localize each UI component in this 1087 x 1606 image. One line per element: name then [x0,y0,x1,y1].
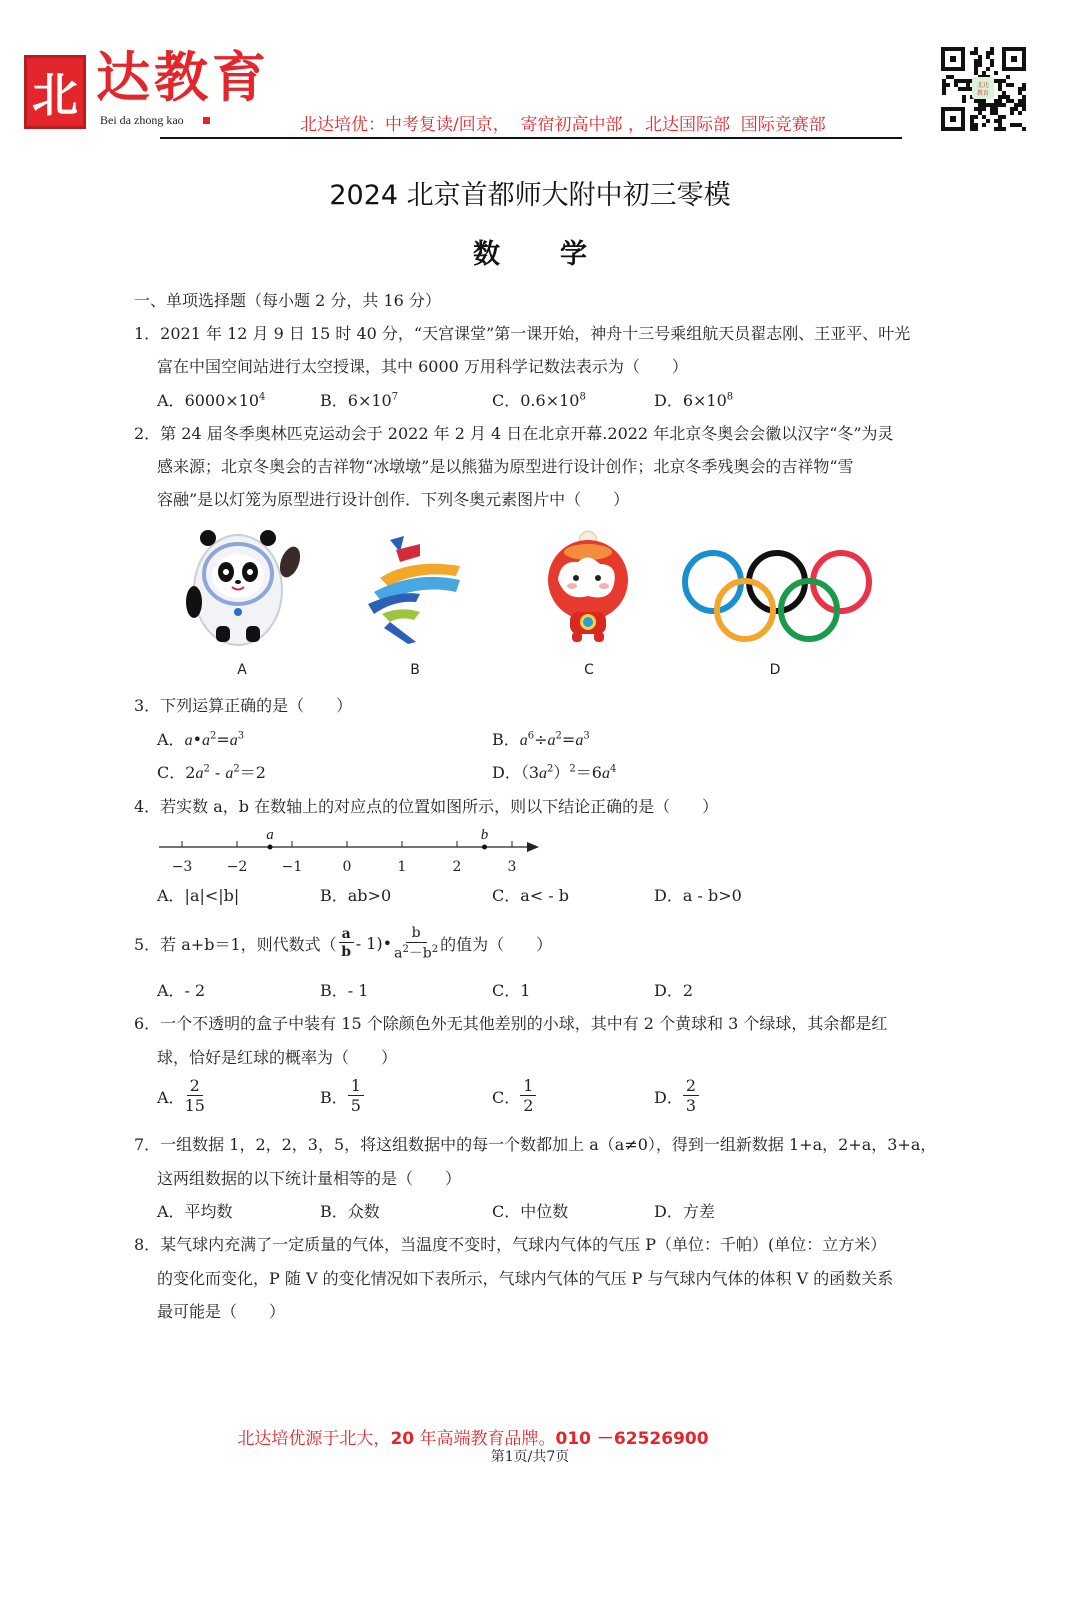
q5-stem: 5．若 a+b＝1，则代数式（ $\frac{a}{b}$ - 1)• $\frac{b}{a^2-b^2}$ 的值为（ ） [134,925,553,962]
q4-stem: 4．若实数 a，b 在数轴上的对应点的位置如图所示，则以下结论正确的是（ ） [134,797,719,816]
tick-label: 1 [397,859,407,875]
arrow-right-icon [527,842,539,852]
q3-stem: 3．下列运算正确的是（ ） [134,696,353,715]
q5-option-c: C．1 [492,981,531,1000]
olympic-rings-icon [680,548,875,643]
point-a [268,845,273,850]
tick-label: 2 [452,859,462,875]
exam-title: 2024 北京首都师大附中初三零模 [329,180,731,211]
q3-option-d: D．$(3a^2)^2=6a^4$ [492,763,617,782]
q7-line-1: 7．一组数据 1，2，2，3，5，将这组数据中的每一个数都加上 a（a≠0），得到一组新数据 1+a，2+a，3+a， [134,1135,937,1154]
logo-badge [24,55,86,129]
q6-option-d: D． $\frac{2}{3}$ [654,1078,699,1114]
point-label-b: b [480,827,489,843]
q2-line-3: 容融”是以灯笼为原型进行设计创作．下列冬奥元素图片中（ ） [157,490,630,509]
q6-line-2: 球，恰好是红球的概率为（ ） [157,1048,398,1067]
q1-option-a: A．$6000\times 10^4$ [157,391,266,410]
q4-option-a: A．|a|<|b| [157,886,240,905]
logo-square-icon [203,117,210,124]
q2-line-1: 2．第 24 届冬季奥林匹克运动会于 2022 年 2 月 4 日在北京开幕.2022 年北京冬奥会会徽以汉字“冬”为灵 [134,424,894,443]
header-slogan: 北达培优：中考复读/回京， 寄宿初高中部 ，北达国际部 国际竞赛部 [300,115,826,135]
tick-label: −1 [281,859,303,875]
q7-line-2: 这两组数据的以下统计量相等的是（ ） [157,1169,462,1188]
logo-text: 达教育 [96,45,270,109]
q3-option-a: A．$a•a^2=a^3$ [157,730,245,749]
q3-option-b: B．$a^6\div a^2=a^3$ [492,730,590,749]
footer-advertisement: 北达培优源于北大，20 年高端教育品牌。010 －62526900 [237,1429,709,1449]
tick-label: 3 [507,859,517,875]
svg-text:教育: 教育 [976,90,990,97]
number-line-figure [155,825,545,877]
q8-line-2: 的变化而变化，P 随 V 的变化情况如下表所示，气球内气体的气压 P 与气球内气体的体积 V 的函数关系 [157,1269,894,1288]
q4-option-c: C．a< - b [492,886,570,905]
logo-char: 北 [32,68,78,122]
q1-option-c: C．$0.6\times 10^8$ [492,391,586,410]
q2-line-2: 感来源；北京冬奥会的吉祥物“冰墩墩”是以熊猫为原型进行设计创作；北京冬季残奥会的吉祥物“雪 [157,457,854,476]
image-label-c: C [584,662,594,678]
exam-subject: 数学 [473,239,647,270]
tick-label: −3 [171,859,193,875]
q7-option-c: C．中位数 [492,1202,569,1221]
qr-code-icon [941,47,1026,131]
logo-subtitle: Bei da zhong kao [100,113,184,127]
q6-line-1: 6．一个不透明的盒子中装有 15 个除颜色外无其他差别的小球，其中有 2 个黄球和 3 个绿球，其余都是红 [134,1014,888,1033]
winter-emblem-icon [360,530,470,645]
q6-option-a: A． $\frac{2}{15}$ [157,1076,205,1115]
lantern-mascot-icon [538,530,638,645]
q6-option-b: B． $\frac{1}{5}$ [320,1078,364,1114]
q7-option-a: A．平均数 [157,1202,233,1221]
q1-option-b: B．$6\times 10^7$ [320,391,399,410]
q8-line-1: 8．某气球内充满了一定质量的气体，当温度不变时，气球内气体的气压 P（单位：千帕）(单位：立方米） [134,1235,887,1254]
image-label-b: B [410,662,420,678]
q4-option-b: B．ab>0 [320,886,392,905]
q5-option-d: D．2 [654,981,694,1000]
q7-option-b: B．众数 [320,1202,380,1221]
header-divider [160,137,902,139]
q1-line-2: 富在中国空间站进行太空授课，其中 6000 万用科学记数法表示为（ ） [157,357,688,376]
q5-option-b: B．- 1 [320,981,369,1000]
q6-option-c: C． $\frac{1}{2}$ [492,1078,536,1114]
panda-mascot-icon [180,522,305,647]
q1-option-d: D．$6\times 10^8$ [654,391,734,410]
tick-label: −2 [226,859,248,875]
q5-option-a: A．- 2 [157,981,206,1000]
point-b [482,845,487,850]
q1-line-1: 1．2021 年 12 月 9 日 15 时 40 分，“天宫课堂”第一课开始，神舟十三号乘组航天员翟志刚、王亚平、叶光 [134,324,911,343]
section-heading: 一、单项选择题（每小题 2 分，共 16 分） [134,291,441,310]
image-label-a: A [237,662,247,678]
image-label-d: D [769,662,781,678]
q8-line-3: 最可能是（ ） [157,1302,286,1321]
q3-option-c: C．$2a^2 - a^2=2$ [157,763,266,782]
point-label-a: a [266,827,274,843]
svg-text:北达: 北达 [976,82,990,89]
tick-label: 0 [342,859,352,875]
q4-option-d: D．a - b>0 [654,886,742,905]
page-number: 第1页/共7页 [490,1449,570,1465]
q7-option-d: D．方差 [654,1202,715,1221]
